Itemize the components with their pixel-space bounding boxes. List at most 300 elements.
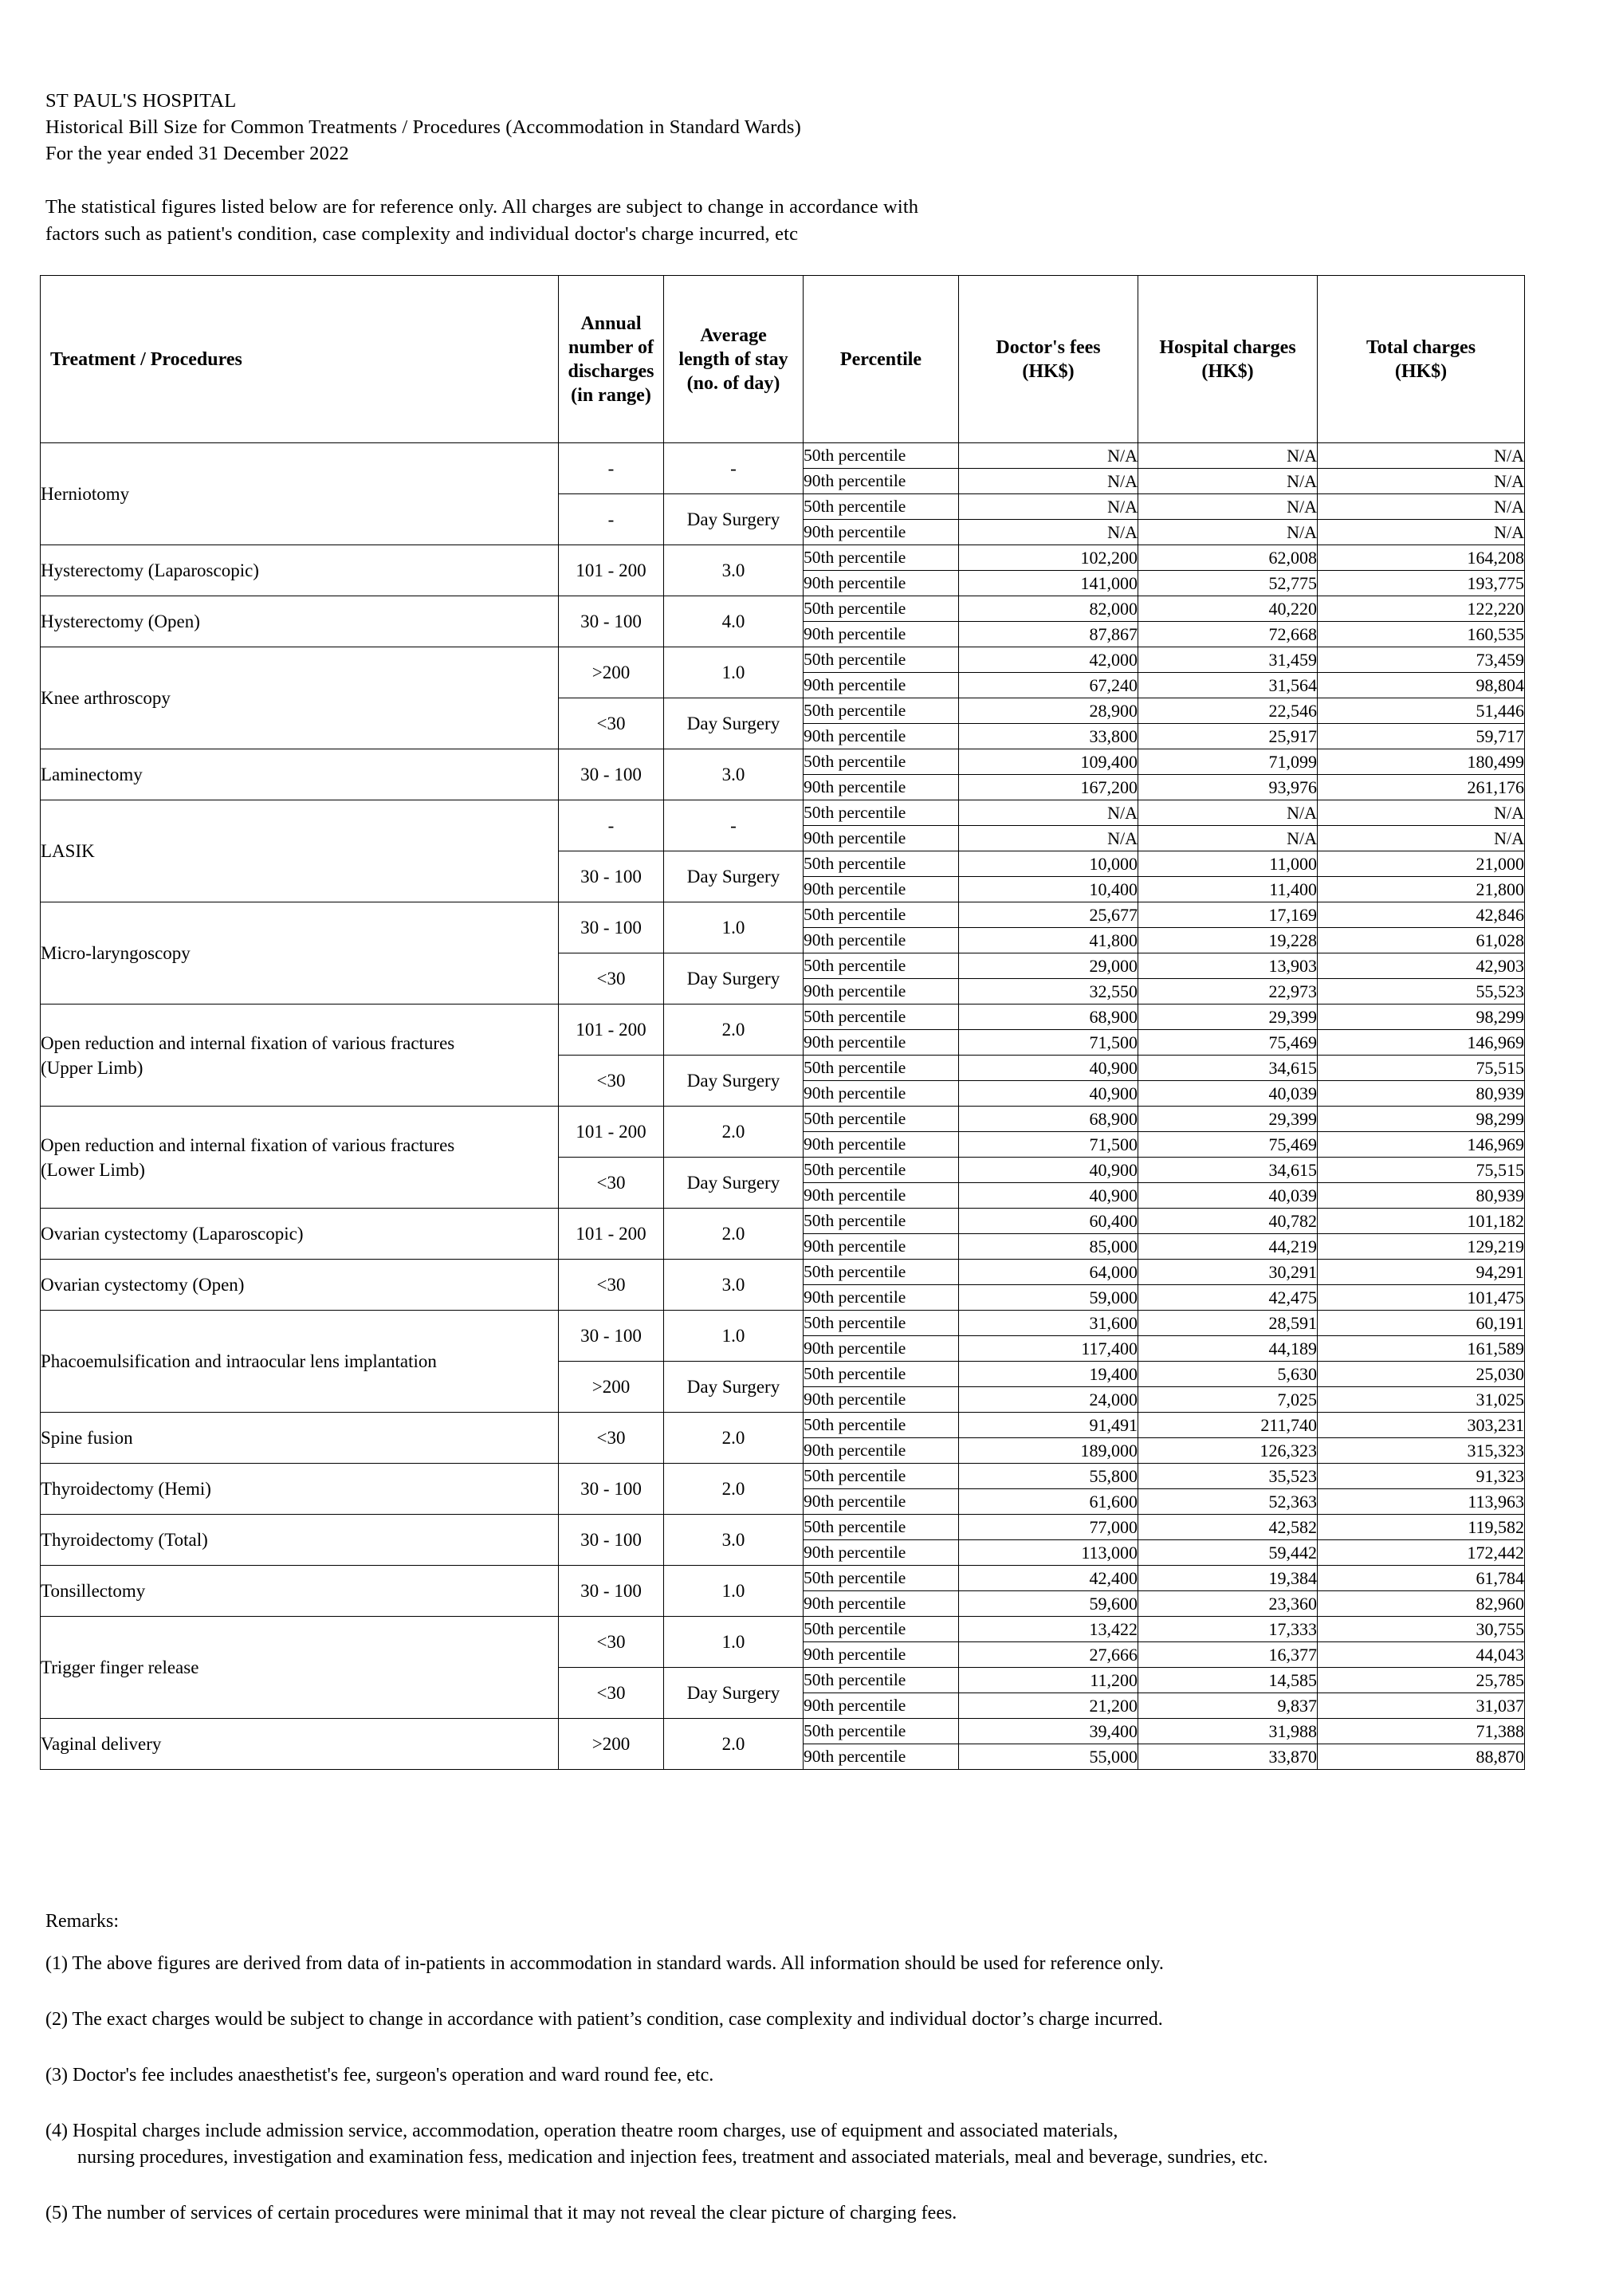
cell-percentile: 50th percentile: [804, 1209, 959, 1234]
cell-percentile: 90th percentile: [804, 724, 959, 749]
cell-doctor: 40,900: [959, 1183, 1138, 1209]
table-row: [41, 1413, 1525, 1438]
cell-procedure: Spine fusion: [41, 1413, 559, 1464]
cell-percentile: 50th percentile: [804, 1617, 959, 1642]
cell-hospital: 211,740: [1138, 1413, 1318, 1438]
cell-hospital: 59,442: [1138, 1540, 1318, 1566]
cell-doctor: 32,550: [959, 979, 1138, 1005]
cell-doctor: 21,200: [959, 1693, 1138, 1719]
cell-hospital: N/A: [1138, 469, 1318, 494]
cell-doctor: 59,600: [959, 1591, 1138, 1617]
cell-length-of-stay: -: [664, 443, 804, 494]
cell-total: 129,219: [1318, 1234, 1525, 1260]
cell-doctor: 67,240: [959, 673, 1138, 698]
cell-total: 80,939: [1318, 1183, 1525, 1209]
cell-length-of-stay: Day Surgery: [664, 698, 804, 749]
cell-procedure: [41, 1005, 559, 1107]
cell-doctor: 64,000: [959, 1260, 1138, 1285]
table-row: [41, 902, 1525, 928]
header-procedure: Treatment / Procedures: [41, 276, 559, 443]
cell-percentile: 50th percentile: [804, 1158, 959, 1183]
cell-hospital: 11,000: [1138, 851, 1318, 877]
cell-total: 31,025: [1318, 1387, 1525, 1413]
cell-doctor: 55,800: [959, 1464, 1138, 1489]
procedure-line-1: Open reduction and internal fixation of various fractures: [41, 1032, 455, 1053]
cell-length-of-stay: 3.0: [664, 1515, 804, 1566]
table-row: [41, 596, 1525, 622]
cell-length-of-stay: 4.0: [664, 596, 804, 647]
cell-length-of-stay: 1.0: [664, 902, 804, 953]
cell-length-of-stay: 2.0: [664, 1107, 804, 1158]
header-percentile: Percentile: [804, 276, 959, 443]
cell-length-of-stay: 2.0: [664, 1719, 804, 1770]
header-los-l3: (no. of day): [686, 372, 780, 394]
table-row: [41, 1464, 1525, 1489]
cell-percentile: 90th percentile: [804, 1642, 959, 1668]
cell-total: 164,208: [1318, 545, 1525, 571]
cell-doctor: 91,491: [959, 1413, 1138, 1438]
cell-hospital: N/A: [1138, 443, 1318, 469]
cell-total: 180,499: [1318, 749, 1525, 775]
cell-length-of-stay: Day Surgery: [664, 1056, 804, 1107]
cell-percentile: 50th percentile: [804, 851, 959, 877]
cell-discharges: <30: [559, 698, 664, 749]
cell-total: 80,939: [1318, 1081, 1525, 1107]
cell-procedure: Trigger finger release: [41, 1617, 559, 1719]
cell-hospital: 31,988: [1138, 1719, 1318, 1744]
header-discharges-l4: (in range): [571, 384, 651, 406]
cell-procedure: [41, 1107, 559, 1209]
cell-doctor: N/A: [959, 800, 1138, 826]
cell-hospital: 52,775: [1138, 571, 1318, 596]
cell-doctor: 71,500: [959, 1132, 1138, 1158]
cell-total: N/A: [1318, 826, 1525, 851]
cell-hospital: 42,475: [1138, 1285, 1318, 1311]
cell-length-of-stay: 1.0: [664, 1311, 804, 1362]
cell-percentile: 90th percentile: [804, 1336, 959, 1362]
cell-total: 42,903: [1318, 953, 1525, 979]
header-doctors-fees: [959, 276, 1138, 443]
cell-procedure: Thyroidectomy (Total): [41, 1515, 559, 1566]
header-hospital-l2: (HK$): [1201, 360, 1254, 382]
cell-total: N/A: [1318, 800, 1525, 826]
cell-doctor: 82,000: [959, 596, 1138, 622]
cell-percentile: 90th percentile: [804, 622, 959, 647]
cell-percentile: 50th percentile: [804, 545, 959, 571]
table-row: [41, 1209, 1525, 1234]
remark-text: (1) The above figures are derived from data of in-patients in accommodation in standard wards. All information should be used for reference only.: [45, 1953, 1164, 1974]
cell-hospital: 17,333: [1138, 1617, 1318, 1642]
cell-doctor: 117,400: [959, 1336, 1138, 1362]
cell-hospital: 52,363: [1138, 1489, 1318, 1515]
cell-length-of-stay: Day Surgery: [664, 851, 804, 902]
cell-hospital: 22,973: [1138, 979, 1318, 1005]
intro-line-2: factors such as patient's condition, case complexity and individual doctor's charge incurred, etc: [45, 223, 799, 245]
cell-hospital: 71,099: [1138, 749, 1318, 775]
cell-total: 146,969: [1318, 1132, 1525, 1158]
cell-hospital: 29,399: [1138, 1107, 1318, 1132]
cell-doctor: 141,000: [959, 571, 1138, 596]
cell-doctor: 42,400: [959, 1566, 1138, 1591]
remarks-list: [45, 1951, 1560, 2227]
cell-doctor: 13,422: [959, 1617, 1138, 1642]
cell-discharges: 101 - 200: [559, 1209, 664, 1260]
table-row: [41, 545, 1525, 571]
remark-text: (5) The number of services of certain procedures were minimal that it may not reveal the clear picture of charging fees.: [45, 2203, 957, 2223]
cell-discharges: -: [559, 800, 664, 851]
table-row: [41, 1005, 1525, 1030]
cell-discharges: 101 - 200: [559, 545, 664, 596]
cell-hospital: 28,591: [1138, 1311, 1318, 1336]
cell-percentile: 90th percentile: [804, 1081, 959, 1107]
cell-doctor: N/A: [959, 494, 1138, 520]
cell-total: 303,231: [1318, 1413, 1525, 1438]
cell-total: N/A: [1318, 494, 1525, 520]
cell-procedure: Knee arthroscopy: [41, 647, 559, 749]
cell-total: 42,846: [1318, 902, 1525, 928]
cell-length-of-stay: Day Surgery: [664, 1158, 804, 1209]
cell-procedure: Tonsillectomy: [41, 1566, 559, 1617]
document-header: [45, 88, 1401, 167]
cell-hospital: 35,523: [1138, 1464, 1318, 1489]
cell-hospital: 16,377: [1138, 1642, 1318, 1668]
cell-percentile: 50th percentile: [804, 596, 959, 622]
remarks-title: Remarks:: [45, 1911, 119, 1932]
cell-percentile: 90th percentile: [804, 1591, 959, 1617]
cell-procedure: Hysterectomy (Open): [41, 596, 559, 647]
cell-percentile: 50th percentile: [804, 953, 959, 979]
cell-percentile: 90th percentile: [804, 1744, 959, 1770]
cell-total: 146,969: [1318, 1030, 1525, 1056]
cell-discharges: 30 - 100: [559, 749, 664, 800]
cell-procedure: Laminectomy: [41, 749, 559, 800]
cell-discharges: <30: [559, 1668, 664, 1719]
cell-total: 75,515: [1318, 1056, 1525, 1081]
cell-total: 193,775: [1318, 571, 1525, 596]
hospital-name: ST PAUL'S HOSPITAL: [45, 90, 237, 112]
procedure-line-2: (Lower Limb): [41, 1159, 145, 1180]
cell-total: 31,037: [1318, 1693, 1525, 1719]
cell-percentile: 90th percentile: [804, 571, 959, 596]
cell-hospital: 31,459: [1138, 647, 1318, 673]
cell-doctor: N/A: [959, 520, 1138, 545]
cell-doctor: 68,900: [959, 1107, 1138, 1132]
cell-length-of-stay: Day Surgery: [664, 953, 804, 1005]
table-row: [41, 1515, 1525, 1540]
cell-percentile: 90th percentile: [804, 826, 959, 851]
header-discharges-l3: discharges: [568, 360, 654, 382]
cell-doctor: 41,800: [959, 928, 1138, 953]
cell-percentile: 90th percentile: [804, 1387, 959, 1413]
cell-discharges: 101 - 200: [559, 1107, 664, 1158]
cell-discharges: <30: [559, 1413, 664, 1464]
cell-doctor: 28,900: [959, 698, 1138, 724]
cell-procedure: Phacoemulsification and intraocular lens implantation: [41, 1311, 559, 1413]
cell-discharges: 30 - 100: [559, 596, 664, 647]
cell-doctor: 59,000: [959, 1285, 1138, 1311]
cell-percentile: 90th percentile: [804, 1540, 959, 1566]
cell-percentile: 90th percentile: [804, 469, 959, 494]
cell-hospital: 44,219: [1138, 1234, 1318, 1260]
cell-hospital: 25,917: [1138, 724, 1318, 749]
cell-length-of-stay: 2.0: [664, 1209, 804, 1260]
cell-hospital: 9,837: [1138, 1693, 1318, 1719]
cell-length-of-stay: 1.0: [664, 1566, 804, 1617]
cell-total: 91,323: [1318, 1464, 1525, 1489]
cell-total: 61,028: [1318, 928, 1525, 953]
cell-hospital: 23,360: [1138, 1591, 1318, 1617]
cell-total: N/A: [1318, 520, 1525, 545]
table-row: [41, 1719, 1525, 1744]
cell-hospital: 19,384: [1138, 1566, 1318, 1591]
cell-length-of-stay: Day Surgery: [664, 494, 804, 545]
cell-doctor: 10,000: [959, 851, 1138, 877]
bill-size-table-wrapper: [40, 275, 1524, 1770]
cell-discharges: 30 - 100: [559, 851, 664, 902]
cell-hospital: 31,564: [1138, 673, 1318, 698]
cell-percentile: 90th percentile: [804, 1285, 959, 1311]
cell-discharges: -: [559, 494, 664, 545]
cell-hospital: 42,582: [1138, 1515, 1318, 1540]
cell-hospital: 44,189: [1138, 1336, 1318, 1362]
cell-total: 75,515: [1318, 1158, 1525, 1183]
table-row: [41, 1311, 1525, 1336]
cell-discharges: 30 - 100: [559, 1311, 664, 1362]
cell-hospital: 62,008: [1138, 545, 1318, 571]
table-row: [41, 1617, 1525, 1642]
intro-line-1: The statistical figures listed below are for reference only. All charges are subject to change in accordance with: [45, 196, 919, 218]
cell-hospital: 93,976: [1138, 775, 1318, 800]
cell-percentile: 50th percentile: [804, 1362, 959, 1387]
cell-doctor: 42,000: [959, 647, 1138, 673]
cell-doctor: 40,900: [959, 1081, 1138, 1107]
cell-doctor: 167,200: [959, 775, 1138, 800]
cell-percentile: 50th percentile: [804, 647, 959, 673]
remark-item: [45, 2007, 1560, 2033]
cell-discharges: 101 - 200: [559, 1005, 664, 1056]
remark-item: [45, 2118, 1560, 2171]
cell-doctor: 60,400: [959, 1209, 1138, 1234]
cell-total: 98,299: [1318, 1107, 1525, 1132]
cell-hospital: 17,169: [1138, 902, 1318, 928]
cell-hospital: 33,870: [1138, 1744, 1318, 1770]
cell-total: 51,446: [1318, 698, 1525, 724]
cell-doctor: N/A: [959, 826, 1138, 851]
cell-doctor: 29,000: [959, 953, 1138, 979]
remark-item: [45, 2200, 1560, 2227]
cell-percentile: 50th percentile: [804, 800, 959, 826]
cell-procedure: Thyroidectomy (Hemi): [41, 1464, 559, 1515]
cell-discharges: -: [559, 443, 664, 494]
cell-percentile: 50th percentile: [804, 1566, 959, 1591]
cell-total: 261,176: [1318, 775, 1525, 800]
cell-total: 61,784: [1318, 1566, 1525, 1591]
bill-size-table: [40, 275, 1525, 1770]
cell-length-of-stay: Day Surgery: [664, 1668, 804, 1719]
header-doctor-l1: Doctor's fees: [996, 336, 1101, 358]
header-hospital-charges: [1138, 276, 1318, 443]
cell-discharges: 30 - 100: [559, 902, 664, 953]
cell-hospital: 40,039: [1138, 1183, 1318, 1209]
cell-hospital: 40,220: [1138, 596, 1318, 622]
cell-percentile: 50th percentile: [804, 1311, 959, 1336]
cell-hospital: 22,546: [1138, 698, 1318, 724]
remark-text: (2) The exact charges would be subject to change in accordance with patient’s condition, case complexity and individual doctor’s charge incurred.: [45, 2009, 1163, 2030]
cell-procedure: Herniotomy: [41, 443, 559, 545]
cell-procedure: LASIK: [41, 800, 559, 902]
header-total-l1: Total charges: [1366, 336, 1476, 358]
cell-total: 101,475: [1318, 1285, 1525, 1311]
cell-length-of-stay: 3.0: [664, 1260, 804, 1311]
cell-total: 122,220: [1318, 596, 1525, 622]
table-row: [41, 800, 1525, 826]
header-length-of-stay: [664, 276, 804, 443]
cell-discharges: 30 - 100: [559, 1515, 664, 1566]
cell-total: 44,043: [1318, 1642, 1525, 1668]
remark-text: (4) Hospital charges include admission service, accommodation, operation theatre room charges, use of equipment and associated materials,: [45, 2121, 1118, 2141]
cell-doctor: 40,900: [959, 1056, 1138, 1081]
cell-total: N/A: [1318, 443, 1525, 469]
cell-discharges: <30: [559, 1617, 664, 1668]
cell-percentile: 90th percentile: [804, 1132, 959, 1158]
cell-length-of-stay: 3.0: [664, 749, 804, 800]
cell-doctor: 24,000: [959, 1387, 1138, 1413]
cell-percentile: 50th percentile: [804, 1413, 959, 1438]
cell-doctor: 39,400: [959, 1719, 1138, 1744]
cell-percentile: 90th percentile: [804, 1183, 959, 1209]
cell-length-of-stay: 2.0: [664, 1005, 804, 1056]
cell-discharges: >200: [559, 1362, 664, 1413]
cell-doctor: 31,600: [959, 1311, 1138, 1336]
cell-discharges: >200: [559, 1719, 664, 1770]
cell-percentile: 50th percentile: [804, 1107, 959, 1132]
cell-total: 94,291: [1318, 1260, 1525, 1285]
cell-discharges: >200: [559, 647, 664, 698]
cell-procedure: Ovarian cystectomy (Laparoscopic): [41, 1209, 559, 1260]
header-doctor-l2: (HK$): [1022, 360, 1075, 382]
cell-total: 98,804: [1318, 673, 1525, 698]
header-row: [41, 276, 1525, 443]
remark-text: (3) Doctor's fee includes anaesthetist's fee, surgeon's operation and ward round fee, etc.: [45, 2065, 714, 2086]
cell-procedure: Micro-laryngoscopy: [41, 902, 559, 1005]
cell-hospital: N/A: [1138, 826, 1318, 851]
header-hospital-l1: Hospital charges: [1159, 336, 1296, 358]
header-discharges-l1: Annual: [580, 313, 642, 334]
remark-continuation: nursing procedures, investigation and examination fess, medication and injection fees, treatment and associated materials, meal and beverage, sundries, etc.: [77, 2147, 1268, 2168]
table-row: [41, 443, 1525, 469]
cell-total: 55,523: [1318, 979, 1525, 1005]
cell-percentile: 50th percentile: [804, 494, 959, 520]
cell-doctor: 113,000: [959, 1540, 1138, 1566]
cell-hospital: 19,228: [1138, 928, 1318, 953]
cell-percentile: 50th percentile: [804, 698, 959, 724]
cell-length-of-stay: 2.0: [664, 1413, 804, 1464]
cell-hospital: 75,469: [1138, 1132, 1318, 1158]
table-row: [41, 1107, 1525, 1132]
cell-total: 71,388: [1318, 1719, 1525, 1744]
intro-paragraph: [45, 194, 1161, 248]
cell-hospital: N/A: [1138, 520, 1318, 545]
cell-hospital: 72,668: [1138, 622, 1318, 647]
cell-percentile: 90th percentile: [804, 775, 959, 800]
cell-percentile: 90th percentile: [804, 673, 959, 698]
cell-percentile: 50th percentile: [804, 1515, 959, 1540]
remark-item: [45, 1951, 1560, 1977]
cell-discharges: <30: [559, 953, 664, 1005]
table-row: [41, 1566, 1525, 1591]
cell-doctor: N/A: [959, 469, 1138, 494]
cell-total: 161,589: [1318, 1336, 1525, 1362]
header-discharges: [559, 276, 664, 443]
cell-percentile: 50th percentile: [804, 443, 959, 469]
cell-doctor: 10,400: [959, 877, 1138, 902]
cell-discharges: 30 - 100: [559, 1464, 664, 1515]
header-total-charges: [1318, 276, 1525, 443]
remarks-section: [45, 1909, 1560, 2256]
cell-hospital: N/A: [1138, 494, 1318, 520]
cell-total: 315,323: [1318, 1438, 1525, 1464]
cell-doctor: 33,800: [959, 724, 1138, 749]
cell-hospital: 11,400: [1138, 877, 1318, 902]
cell-total: 59,717: [1318, 724, 1525, 749]
cell-total: 21,000: [1318, 851, 1525, 877]
cell-total: 101,182: [1318, 1209, 1525, 1234]
cell-length-of-stay: 2.0: [664, 1464, 804, 1515]
cell-total: 119,582: [1318, 1515, 1525, 1540]
cell-total: 25,785: [1318, 1668, 1525, 1693]
header-total-l2: (HK$): [1394, 360, 1448, 382]
cell-total: 160,535: [1318, 622, 1525, 647]
cell-doctor: 77,000: [959, 1515, 1138, 1540]
cell-percentile: 50th percentile: [804, 1719, 959, 1744]
procedure-line-1: Open reduction and internal fixation of various fractures: [41, 1134, 455, 1155]
cell-hospital: 13,903: [1138, 953, 1318, 979]
cell-percentile: 50th percentile: [804, 1668, 959, 1693]
cell-total: 98,299: [1318, 1005, 1525, 1030]
cell-doctor: 87,867: [959, 622, 1138, 647]
cell-doctor: 68,900: [959, 1005, 1138, 1030]
cell-doctor: 61,600: [959, 1489, 1138, 1515]
cell-percentile: 50th percentile: [804, 1005, 959, 1030]
cell-doctor: 109,400: [959, 749, 1138, 775]
cell-total: N/A: [1318, 469, 1525, 494]
cell-hospital: 29,399: [1138, 1005, 1318, 1030]
cell-hospital: 126,323: [1138, 1438, 1318, 1464]
cell-percentile: 50th percentile: [804, 749, 959, 775]
cell-percentile: 50th percentile: [804, 1260, 959, 1285]
cell-doctor: 19,400: [959, 1362, 1138, 1387]
cell-length-of-stay: 1.0: [664, 1617, 804, 1668]
cell-percentile: 90th percentile: [804, 520, 959, 545]
cell-percentile: 90th percentile: [804, 979, 959, 1005]
cell-hospital: N/A: [1138, 800, 1318, 826]
cell-percentile: 90th percentile: [804, 1489, 959, 1515]
cell-percentile: 50th percentile: [804, 1056, 959, 1081]
remark-item: [45, 2062, 1560, 2089]
table-row: [41, 749, 1525, 775]
cell-percentile: 90th percentile: [804, 1234, 959, 1260]
cell-procedure: Vaginal delivery: [41, 1719, 559, 1770]
header-discharges-l2: number of: [568, 336, 654, 358]
cell-percentile: 90th percentile: [804, 1030, 959, 1056]
cell-percentile: 90th percentile: [804, 877, 959, 902]
procedure-line-2: (Upper Limb): [41, 1057, 143, 1078]
cell-percentile: 50th percentile: [804, 902, 959, 928]
cell-doctor: 189,000: [959, 1438, 1138, 1464]
header-los-l1: Average: [700, 324, 767, 346]
cell-doctor: 11,200: [959, 1668, 1138, 1693]
cell-discharges: 30 - 100: [559, 1566, 664, 1617]
